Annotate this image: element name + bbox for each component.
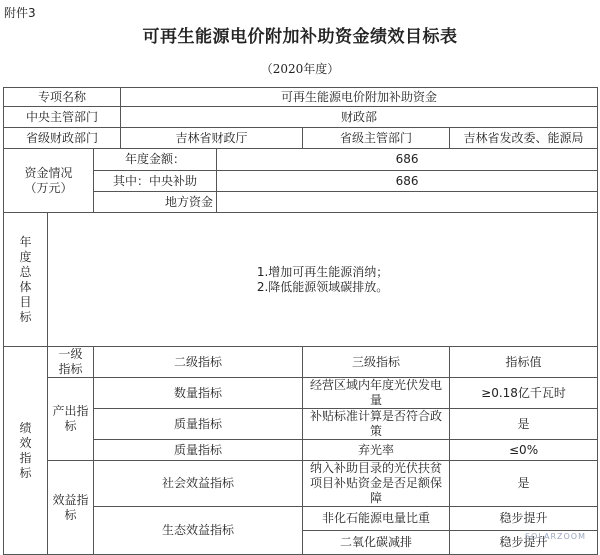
row-provincial-departments [4,128,598,149]
row-local-funds [4,192,598,213]
indicator-value: ≥0.18亿千瓦时 [450,378,598,409]
row-central-subsidy [4,171,598,192]
indicator-level2: 社会效益指标 [94,461,303,507]
row-annual-goal [4,213,598,347]
central-subsidy-label: 其中：中央补助 [94,171,217,192]
level1-header: 一级指标 [48,347,94,378]
solarzoom-watermark: SOLARZOOM [524,532,586,541]
indicator-row [4,440,598,461]
annual-goal-item: 2.降低能源领域碳排放。 [256,279,389,294]
effect-indicator-label: 效益指标 [48,461,94,555]
annex-label: 附件3 [4,6,36,20]
local-funds-value [217,192,598,213]
annual-goal-char: 目 [19,294,32,309]
level2-header: 二级指标 [94,347,303,378]
provincial-finance-value: 吉林省财政厅 [121,128,303,149]
annual-amount-value: 686 [217,149,598,171]
annual-goal-char: 度 [19,249,32,264]
annual-goal-item: 1.增加可再生能源消纳； [256,264,389,279]
indicator-level3: 二氧化碳减排 [303,531,450,555]
indicator-row [4,409,598,440]
annual-amount-label: 年度金额： [94,149,217,171]
provincial-finance-label: 省级财政部门 [4,128,121,149]
indicator-level2: 生态效益指标 [94,507,303,555]
project-name-value: 可再生能源电价附加补助资金 [121,88,598,107]
indicator-level2: 质量指标 [94,409,303,440]
performance-goal-table [3,87,598,555]
indicator-value: 是 [450,409,598,440]
central-department-label: 中央主管部门 [4,107,121,128]
local-funds-label: 地方资金 [94,192,217,213]
performance-char: 效 [19,435,32,450]
indicator-value: 是 [450,461,598,507]
performance-label [4,347,48,555]
annual-goal-char: 标 [19,309,32,324]
annual-goal-char: 总 [19,264,32,279]
row-project-name [4,88,598,107]
indicator-level2: 质量指标 [94,440,303,461]
funds-label [4,149,94,213]
page-title: 可再生能源电价附加补助资金绩效目标表 [142,27,458,47]
year-label: （2020年度） [260,62,340,76]
indicator-level3: 非化石能源电量比重 [303,507,450,531]
row-central-department [4,107,598,128]
annual-goal-content [48,213,598,347]
indicator-value: ≤0% [450,440,598,461]
level3-header: 三级指标 [303,347,450,378]
indicator-row [4,378,598,409]
annual-goal-char: 体 [19,279,32,294]
provincial-manager-value: 吉林省发改委、能源局 [450,128,598,149]
output-indicator-label: 产出指标 [48,378,94,461]
annual-goal-char: 年 [19,234,32,249]
value-header: 指标值 [450,347,598,378]
indicator-level3: 弃光率 [303,440,450,461]
indicator-level3: 补贴标准计算是否符合政策 [303,409,450,440]
performance-char: 标 [19,465,32,480]
indicator-level3: 纳入补助目录的光伏扶贫项目补贴资金是否足额保障 [303,461,450,507]
indicator-value: 稳步提升 [450,531,598,555]
indicator-level2: 数量指标 [94,378,303,409]
indicator-level3: 经营区域内年度光伏发电量 [303,378,450,409]
row-annual-amount [4,149,598,171]
funds-label-line1: 资金情况 [24,165,73,180]
annual-goal-label [4,213,48,347]
indicator-row [4,461,598,507]
indicator-value: 稳步提升 [450,507,598,531]
central-subsidy-value: 686 [217,171,598,192]
indicator-row [4,507,598,531]
provincial-manager-label: 省级主管部门 [303,128,450,149]
project-name-label: 专项名称 [4,88,121,107]
row-indicator-headers [4,347,598,378]
performance-char: 绩 [19,420,32,435]
funds-label-line2: （万元） [24,180,73,195]
performance-char: 指 [19,450,32,465]
central-department-value: 财政部 [121,107,598,128]
